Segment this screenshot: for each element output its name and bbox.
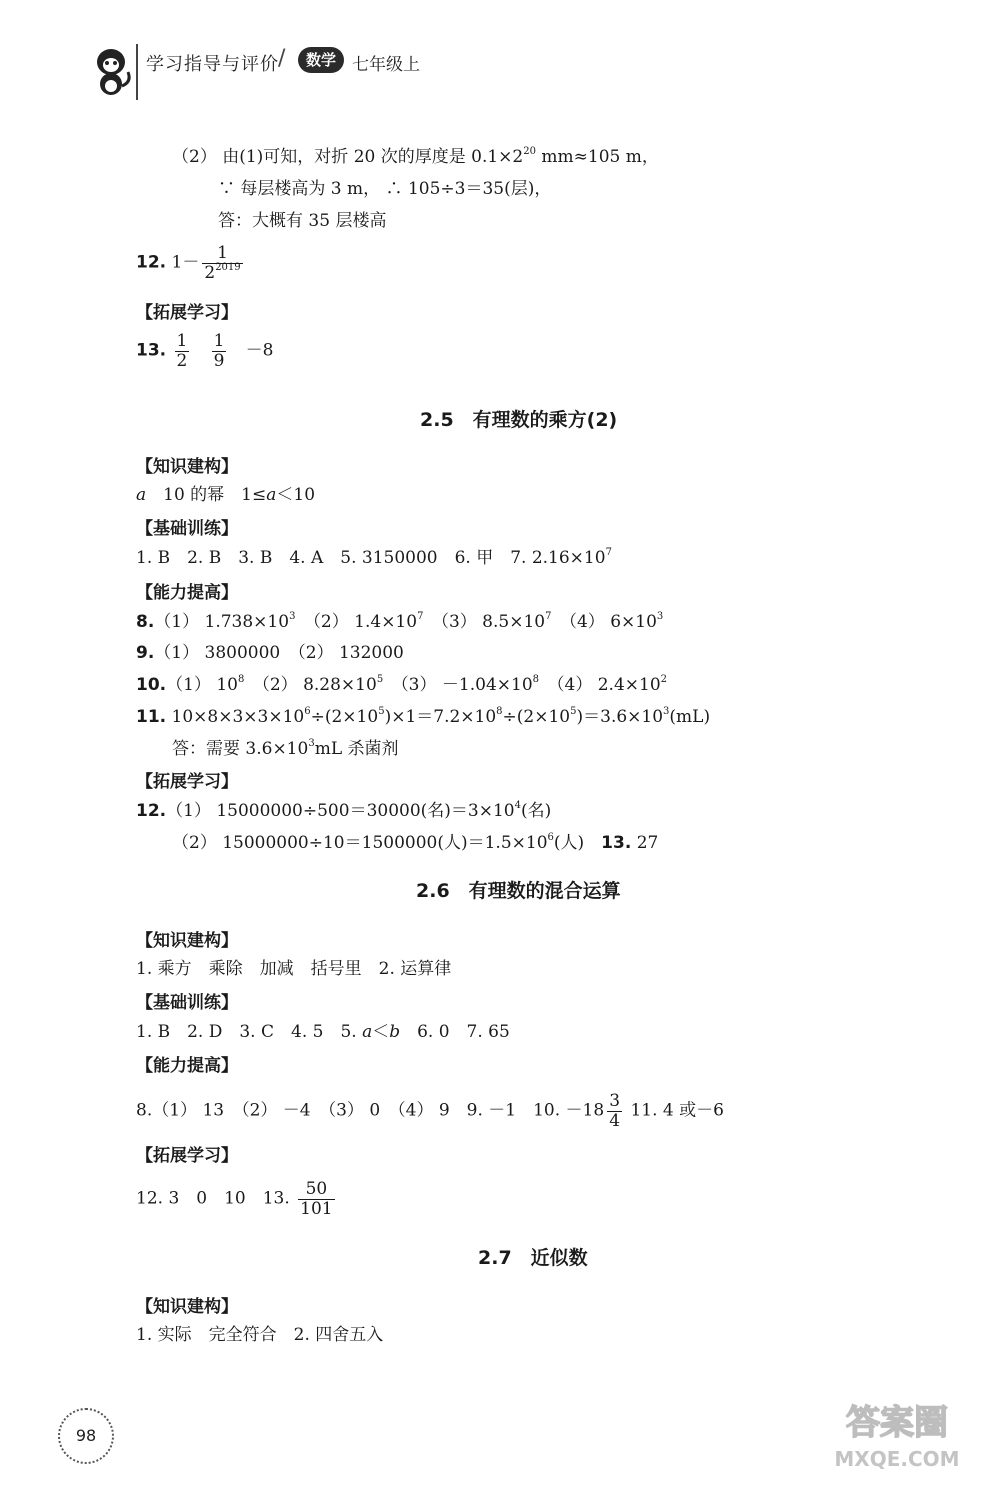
answer-line: 1. B 2. D 3. C 4. 5 5. a＜b 6. 0 7. 65 <box>136 1022 510 1042</box>
section-title: 2.5 有理数的乘方(2) <box>420 409 618 431</box>
section-title: 2.7 近似数 <box>478 1247 588 1269</box>
answer-line: 8.（1） $1.738\times 10^3$ （2） $1.4\times 10^7$ （3） $8.5\times 10^7$ （4） $6\times 10^3$ <box>136 611 664 632</box>
answer-line: 8.（1） 13 （2） －4 （3） 0 （4） 9 9. －1 10. －18 $\frac{3}{4}$ 11. 4 或－6 <box>136 1091 724 1131</box>
section-title: 2.6 有理数的混合运算 <box>416 880 621 902</box>
section-tag: 【基础训练】 <box>136 993 238 1013</box>
answer-line: 13. $\frac{1}{2}$ $\frac{1}{9}$ －8 <box>136 331 274 371</box>
answer-line: 1. 实际 完全符合 2. 四舍五入 <box>136 1325 384 1345</box>
answer-line: 答：大概有 35 层楼高 <box>218 211 387 231</box>
answer-line: 1. 乘方 乘除 加减 括号里 2. 运算律 <box>136 959 452 979</box>
page-number: 98 <box>58 1408 114 1464</box>
grade-label: 七年级上 <box>352 55 420 75</box>
fraction: $\frac{1}{2}$ <box>176 331 188 371</box>
book-title: 学习指导与评价 <box>146 54 279 75</box>
section-tag: 【能力提高】 <box>136 1056 238 1076</box>
answer-line: 11. $10\times 8\times 3\times 3\times 10^6\div(2\times 10^5)\times 1=7.2\times 10^8\div(2\times 10^5)=3.6\times 10^3(mL)$ <box>136 706 711 727</box>
fraction: $\frac{3}{4}$ <box>609 1091 621 1131</box>
section-tag: 【知识建构】 <box>136 931 238 951</box>
answer-line: 12. 3 0 10 13. $\frac{50}{101}$ <box>136 1179 333 1219</box>
answer-line: 12.（1） 15000000÷500＝30000(名)$=3\times 10^4$(名) <box>136 800 552 821</box>
section-tag: 【基础训练】 <box>136 519 238 539</box>
answer-line: 10.（1） $10^8$ （2） $8.28\times 10^5$ $(3) -1.04\times 10^8$ （4） $2.4\times 10^2$ <box>136 674 668 695</box>
fraction: $\frac{1}{9}$ <box>213 331 225 371</box>
watermark-title: 答案圈 <box>846 1403 948 1443</box>
section-tag: 【知识建构】 <box>136 457 238 477</box>
answer-line: 答：需要 $3.6\times 10^3mL$ 杀菌剂 <box>172 738 399 759</box>
section-tag: 【拓展学习】 <box>136 303 238 323</box>
section-tag: 【拓展学习】 <box>136 772 238 792</box>
answer-line: （2） 15000000÷10＝1500000(人)$=1.5\times 10^6$(人) 13. 27 <box>172 832 659 853</box>
section-tag: 【能力提高】 <box>136 583 238 603</box>
header-divider <box>136 44 138 100</box>
section-tag: 【拓展学习】 <box>136 1146 238 1166</box>
monkey-logo-icon <box>88 42 134 98</box>
fraction: $\frac{1}{2^{2019}}$ <box>204 243 241 283</box>
watermark-url: MXQE.COM <box>834 1447 960 1471</box>
answer-line: a 10 的幂 1≤a＜10 <box>136 485 316 505</box>
section-tag: 【知识建构】 <box>136 1297 238 1317</box>
header-slash: / <box>278 46 286 71</box>
subject-badge: 数学 <box>298 47 344 73</box>
answer-line: （2） 由(1)可知，对折 20 次的厚度是 $0.1\times 2^{20}$ mm≈105 m， <box>172 146 659 167</box>
fraction: $\frac{50}{101}$ <box>300 1179 333 1219</box>
answer-line: ∵ 每层楼高为 3 m， ∴ 105÷3＝35(层)， <box>218 179 552 199</box>
answer-line: 9.（1） 3800000 （2） 132000 <box>136 643 404 663</box>
answer-line: 1. B 2. B 3. B 4. A 5. 3150000 6. 甲 7. $2.16\times 10^7$ <box>136 547 612 568</box>
answer-line: 12. 1－ $\frac{1}{2^{2019}}$ <box>136 243 241 283</box>
watermark-logo <box>822 1394 972 1476</box>
